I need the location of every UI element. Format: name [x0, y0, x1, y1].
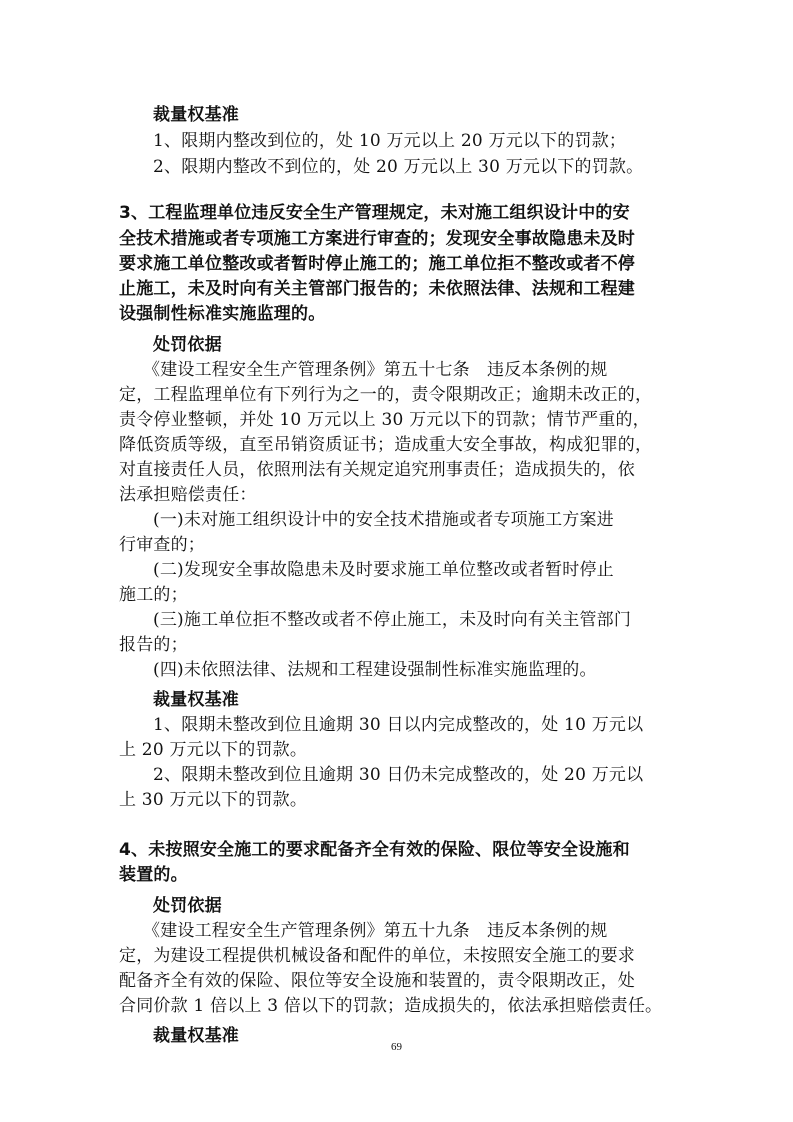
paragraph-line: 对直接责任人员，依照刑法有关规定追究刑事责任；造成损失的，依: [119, 460, 635, 480]
subheading-discretion-3: 裁量权基准: [153, 1026, 239, 1046]
subheading-penalty-basis-1: 处罚依据: [153, 335, 222, 355]
paragraph-line: 合同价款 1 倍以上 3 倍以下的罚款；造成损失的，依法承担赔偿责任。: [119, 996, 663, 1016]
section-heading-4-line: 装置的。: [119, 865, 188, 885]
paragraph-line: 1、限期内整改到位的，处 10 万元以上 20 万元以下的罚款；: [153, 131, 627, 151]
paragraph-line: 上 20 万元以下的罚款。: [119, 740, 308, 760]
subheading-penalty-basis-2: 处罚依据: [153, 896, 222, 916]
list-item: (三)施工单位拒不整改或者不停止施工，未及时向有关主管部门: [153, 610, 632, 630]
section-heading-3-line: 全技术措施或者专项施工方案进行审查的；发现安全事故隐患未及时: [119, 229, 635, 249]
section-heading-3-line: 设强制性标准实施监理的。: [119, 304, 326, 324]
section-heading-3-line: 要求施工单位整改或者暂时停止施工的；施工单位拒不整改或者不停: [119, 254, 635, 274]
list-item-continuation: 行审查的；: [119, 535, 205, 555]
list-item-continuation: 报告的；: [119, 635, 188, 655]
paragraph-line: 责令停业整顿，并处 10 万元以上 30 万元以下的罚款；情节严重的，: [119, 410, 650, 430]
paragraph-line: 《建设工程安全生产管理条例》第五十九条 违反本条例的规: [143, 921, 608, 941]
list-item-continuation: 施工的；: [119, 585, 188, 605]
paragraph-line: 2、限期内整改不到位的，处 20 万元以上 30 万元以下的罚款。: [153, 157, 644, 177]
paragraph-line: 法承担赔偿责任：: [119, 485, 257, 505]
list-item: (二)发现安全事故隐患未及时要求施工单位整改或者暂时停止: [153, 560, 614, 580]
paragraph-line: 定，为建设工程提供机械设备和配件的单位，未按照安全施工的要求: [119, 946, 635, 966]
section-heading-3: 3、工程监理单位违反安全生产管理规定，未对施工组织设计中的安: [119, 203, 630, 223]
section-heading-3-line: 止施工，未及时向有关主管部门报告的；未依照法律、法规和工程建: [119, 279, 635, 299]
subheading-discretion-1: 裁量权基准: [153, 105, 239, 125]
paragraph-line: 2、限期未整改到位且逾期 30 日仍未完成整改的，处 20 万元以: [153, 765, 644, 785]
list-item: (四)未依照法律、法规和工程建设强制性标准实施监理的。: [153, 660, 597, 680]
paragraph-line: 配备齐全有效的保险、限位等安全设施和装置的，责令限期改正，处: [119, 971, 635, 991]
paragraph-line: 上 30 万元以下的罚款。: [119, 790, 308, 810]
page-number: 69: [391, 1041, 402, 1053]
list-item: (一)未对施工组织设计中的安全技术措施或者专项施工方案进: [153, 510, 614, 530]
paragraph-line: 1、限期未整改到位且逾期 30 日以内完成整改的，处 10 万元以: [153, 715, 644, 735]
paragraph-line: 定，工程监理单位有下列行为之一的，责令限期改正；逾期未改正的，: [119, 385, 653, 405]
section-heading-4: 4、未按照安全施工的要求配备齐全有效的保险、限位等安全设施和: [119, 840, 630, 860]
paragraph-line: 《建设工程安全生产管理条例》第五十七条 违反本条例的规: [143, 360, 608, 380]
subheading-discretion-2: 裁量权基准: [153, 690, 239, 710]
paragraph-line: 降低资质等级，直至吊销资质证书；造成重大安全事故，构成犯罪的，: [119, 435, 653, 455]
